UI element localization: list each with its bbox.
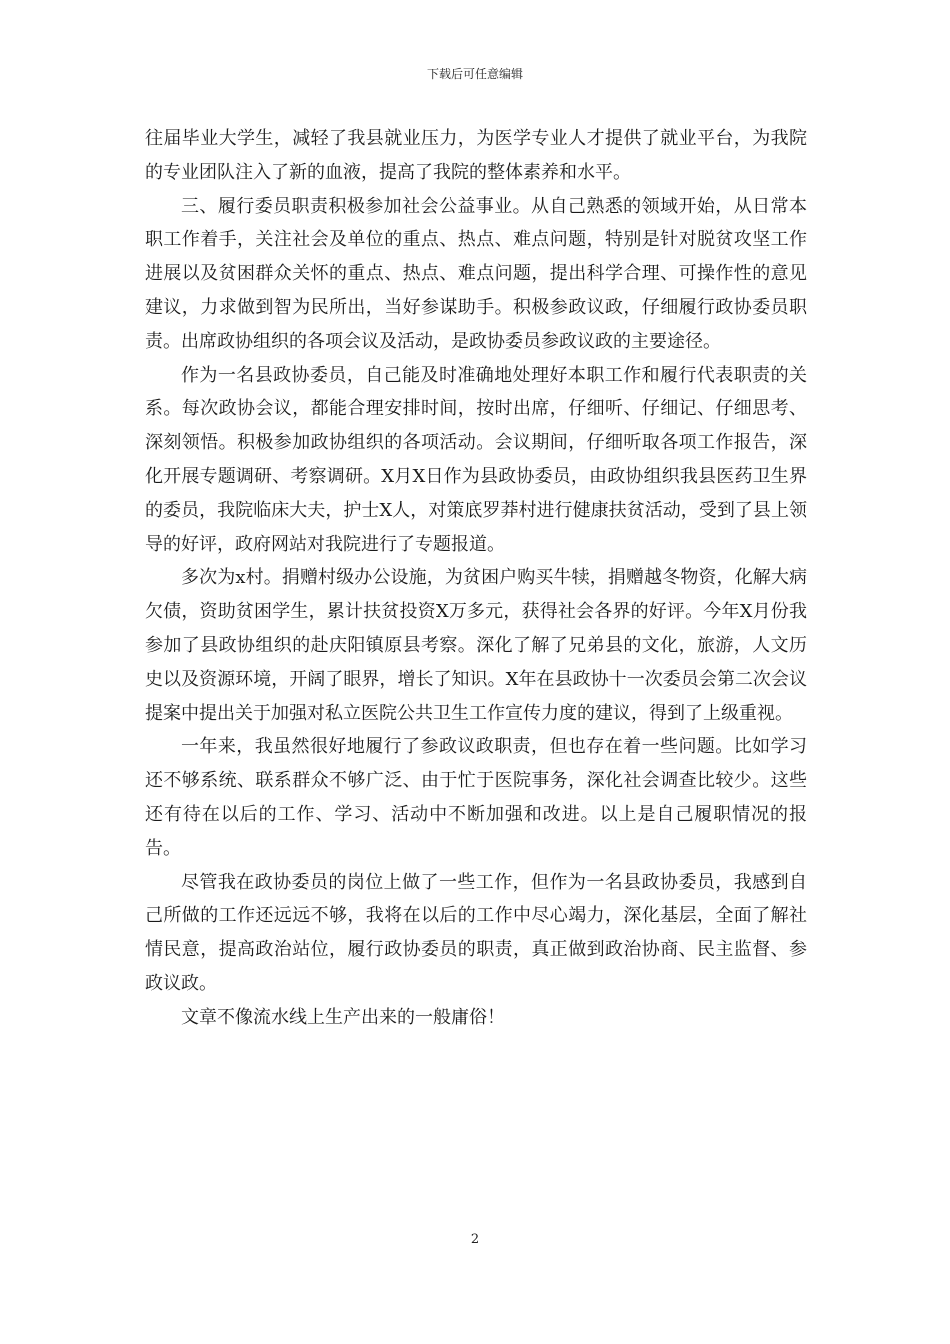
paragraph-poverty-relief: 多次为x村。捐赠村级办公设施，为贫困户购买牛犊，捐赠越冬物资，化解大病欠债，资助贫困学生，累计扶贫投资X万多元，获得社会各界的好评。今年X月份我参加了县政协组织的赴庆阳镇原县考察。深化了解了兄弟县的文化，旅游，人文历史以及资源环境，开阔了眼界，增长了知识。X年在县政协十一次委员会第二次会议提案中提出关于加强对私立医院公共卫生工作宣传力度的建议，得到了上级重视。 [145, 567, 807, 724]
paragraph-public-welfare: 三、履行委员职责积极参加社会公益事业。从自己熟悉的领域开始，从日常本职工作着手，关注社会及单位的重点、热点、难点问题，特别是针对脱贫攻坚工作进展以及贫困群众关怀的重点、热点、难点问题，提出科学合理、可操作性的意见建议，力求做到智为民所出，当好参谋助手。积极参政议政，仔细履行政协委员职责。出席政协组织的各项会议及活动，是政协委员参政议政的主要途径。 [145, 195, 807, 352]
page-header: 下载后可任意编辑 [426, 67, 523, 81]
paragraph-conclusion: 尽管我在政协委员的岗位上做了一些工作，但作为一名县政协委员，我感到自己所做的工作还远远不够，我将在以后的工作中尽心竭力，深化基层，全面了解社情民意，提高政治站位，履行政协委员的职责，真正做到政治协商、民主监督、参政议政。 [145, 871, 807, 994]
paragraph-shortcomings: 一年来，我虽然很好地履行了参政议政职责，但也存在着一些问题。比如学习还不够系统、联系群众不够广泛、由于忙于医院事务，深化社会调查比较少。这些还有待在以后的工作、学习、活动中不断加强和改进。以上是自己履职情况的报告。 [145, 736, 807, 859]
page-number: 2 [470, 1232, 480, 1247]
paragraph-committee-duties: 作为一名县政协委员，自己能及时准确地处理好本职工作和履行代表职责的关系。每次政协会议，都能合理安排时间，按时出席，仔细听、仔细记、仔细思考、深刻领悟。积极参加政协组织的各项活动。会议期间，仔细听取各项工作报告，深化开展专题调研、考察调研。X月X日作为县政协委员，由政协组织我县医药卫生界的委员，我院临床大夫，护士X人，对策底罗莽村进行健康扶贫活动，受到了县上领导的好评，政府网站对我院进行了专题报道。 [145, 364, 807, 555]
paragraph-closing-remark: 文章不像流水线上生产出来的一般庸俗！ [181, 1006, 505, 1028]
paragraph-continuation: 往届毕业大学生，减轻了我县就业压力，为医学专业人才提供了就业平台，为我院的专业团队注入了新的血液，提高了我院的整体素养和水平。 [145, 128, 807, 183]
document-body [145, 122, 807, 1035]
